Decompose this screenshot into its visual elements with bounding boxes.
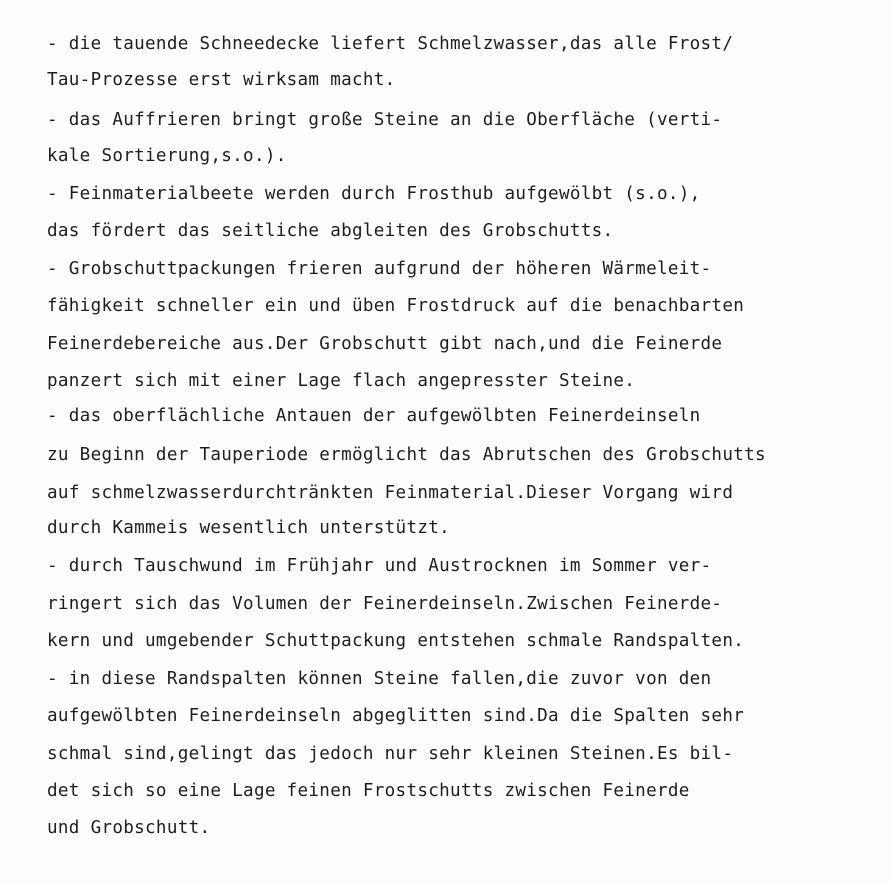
text-line: - das oberflächliche Antauen der aufgewölbten Feinerdeinseln	[47, 406, 701, 426]
text-line: ringert sich das Volumen der Feinerdeinseln.Zwischen Feinerde-	[47, 594, 723, 614]
text-line: kale Sortierung,s.o.).	[47, 146, 287, 166]
text-line: det sich so eine Lage feinen Frostschutts zwischen Feinerde	[47, 781, 690, 801]
text-line: das fördert das seitliche abgleiten des Grobschutts.	[47, 221, 614, 241]
text-line: - in diese Randspalten können Steine fallen,die zuvor von den	[47, 669, 712, 689]
text-line: zu Beginn der Tauperiode ermöglicht das Abrutschen des Grobschutts	[47, 445, 766, 465]
text-line: aufgewölbten Feinerdeinseln abgeglitten sind.Da die Spalten sehr	[47, 706, 745, 726]
text-line: - durch Tauschwund im Frühjahr und Austrocknen im Sommer ver-	[47, 556, 712, 576]
text-line: Tau-Prozesse erst wirksam macht.	[47, 70, 396, 90]
text-line: - Feinmaterialbeete werden durch Frosthub aufgewölbt (s.o.),	[47, 184, 701, 204]
text-line: panzert sich mit einer Lage flach angepresster Steine.	[47, 371, 636, 391]
text-line: durch Kammeis wesentlich unterstützt.	[47, 518, 451, 538]
text-line: und Grobschutt.	[47, 818, 211, 838]
text-line: - Grobschuttpackungen frieren aufgrund der höheren Wärmeleit-	[47, 259, 712, 279]
text-line: Feinerdebereiche aus.Der Grobschutt gibt nach,und die Feinerde	[47, 334, 723, 354]
text-line: - die tauende Schneedecke liefert Schmelzwasser,das alle Frost/	[47, 34, 734, 54]
text-line: fähigkeit schneller ein und üben Frostdruck auf die benachbarten	[47, 296, 745, 316]
text-line: - das Auffrieren bringt große Steine an die Oberfläche (verti-	[47, 110, 723, 130]
text-line: schmal sind,gelingt das jedoch nur sehr kleinen Steinen.Es bil-	[47, 744, 734, 764]
text-line: auf schmelzwasserdurchtränkten Feinmaterial.Dieser Vorgang wird	[47, 483, 734, 503]
text-line: kern und umgebender Schuttpackung entstehen schmale Randspalten.	[47, 631, 745, 651]
